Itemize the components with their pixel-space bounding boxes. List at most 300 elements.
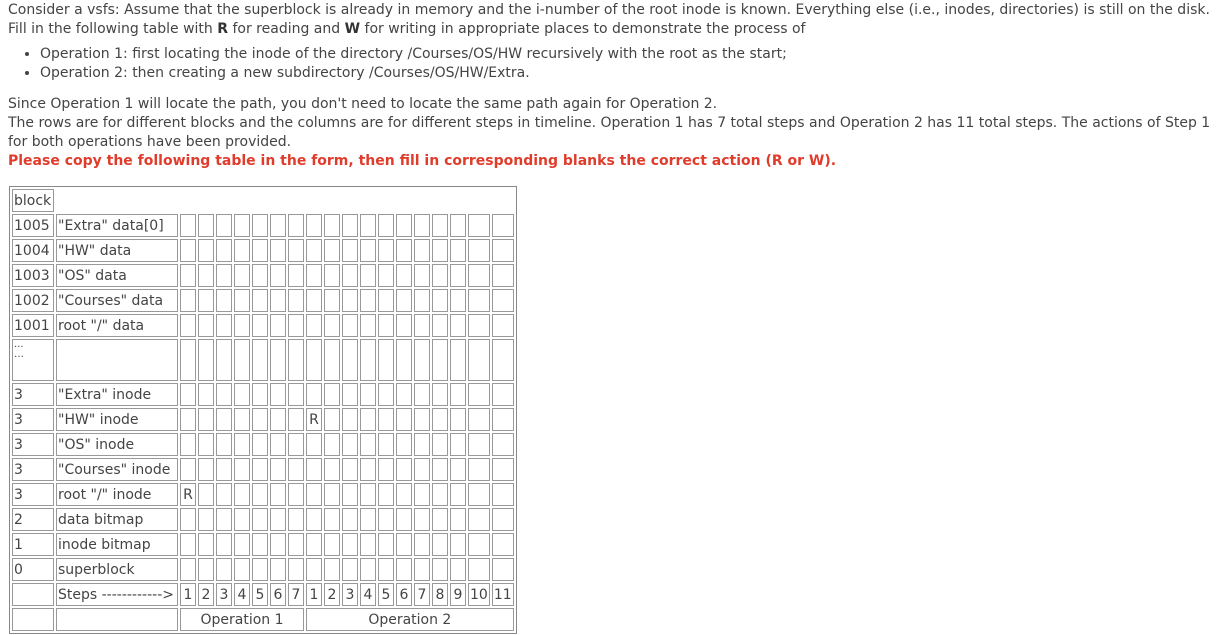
answer-cell[interactable] (288, 289, 304, 312)
answer-cell[interactable] (468, 264, 490, 287)
answer-cell[interactable] (360, 508, 376, 531)
answer-cell[interactable] (288, 339, 304, 381)
step-number-cell: 5 (252, 583, 268, 606)
answer-cell[interactable] (288, 314, 304, 337)
answer-cell[interactable] (270, 239, 286, 262)
answer-cell[interactable] (492, 408, 514, 431)
answer-cell[interactable] (360, 483, 376, 506)
operation-2-label: Operation 2 (306, 608, 514, 631)
block-label-cell: "OS" data (56, 264, 178, 287)
answer-cell[interactable] (468, 458, 490, 481)
answer-cell[interactable] (342, 339, 358, 381)
answer-cell[interactable] (288, 558, 304, 581)
answer-cell[interactable] (306, 483, 322, 506)
answer-cell[interactable] (432, 314, 448, 337)
block-number-cell: 3 (12, 458, 54, 481)
block-number-cell (12, 339, 54, 381)
answer-cell[interactable] (270, 558, 286, 581)
answer-cell[interactable] (468, 289, 490, 312)
answer-cell[interactable] (414, 408, 430, 431)
answer-cell[interactable] (288, 533, 304, 556)
answer-cell[interactable] (450, 508, 466, 531)
answer-cell[interactable] (360, 558, 376, 581)
step-number-cell: 5 (378, 583, 394, 606)
answer-cell[interactable] (324, 289, 340, 312)
answer-cell[interactable] (378, 408, 394, 431)
answer-cell[interactable] (324, 533, 340, 556)
answer-cell[interactable] (378, 433, 394, 456)
answer-cell[interactable] (324, 408, 340, 431)
block-number-cell: 3 (12, 408, 54, 431)
answer-cell[interactable] (252, 558, 268, 581)
answer-cell[interactable] (468, 508, 490, 531)
answer-cell[interactable] (492, 214, 514, 237)
answer-cell[interactable] (378, 239, 394, 262)
answer-cell[interactable] (396, 408, 412, 431)
answer-cell[interactable] (234, 314, 250, 337)
answer-cell[interactable] (306, 433, 322, 456)
answer-cell[interactable] (324, 483, 340, 506)
operation-1-label: Operation 1 (180, 608, 304, 631)
answer-cell[interactable] (360, 239, 376, 262)
answer-cell[interactable] (252, 289, 268, 312)
answer-cell[interactable] (396, 483, 412, 506)
answer-cell[interactable] (396, 458, 412, 481)
answer-cell[interactable] (288, 239, 304, 262)
answer-cell[interactable] (288, 508, 304, 531)
block-label-cell: root "/" inode (56, 483, 178, 506)
answer-cell[interactable] (306, 339, 322, 381)
answer-cell[interactable] (396, 383, 412, 406)
answer-cell[interactable] (234, 533, 250, 556)
operation-empty-cell (12, 608, 54, 631)
answer-cell[interactable] (360, 383, 376, 406)
answer-cell[interactable] (432, 408, 448, 431)
answer-cell[interactable] (450, 483, 466, 506)
answer-cell[interactable] (270, 289, 286, 312)
answer-cell[interactable] (180, 408, 196, 431)
answer-cell[interactable] (198, 383, 214, 406)
answer-cell[interactable] (468, 408, 490, 431)
answer-cell[interactable] (432, 433, 448, 456)
answer-cell[interactable] (342, 483, 358, 506)
answer-cell[interactable] (396, 508, 412, 531)
block-number-cell: 1001 (12, 314, 54, 337)
answer-cell[interactable] (288, 433, 304, 456)
answer-cell[interactable] (180, 558, 196, 581)
answer-cell[interactable] (180, 383, 196, 406)
answer-cell[interactable] (270, 383, 286, 406)
answer-cell[interactable] (252, 239, 268, 262)
table-row (12, 289, 514, 312)
answer-cell[interactable] (252, 339, 268, 381)
table-row (12, 314, 514, 337)
answer-cell[interactable] (450, 433, 466, 456)
block-label-cell: "Courses" data (56, 289, 178, 312)
block-number-cell: 1002 (12, 289, 54, 312)
answer-cell[interactable] (234, 383, 250, 406)
answer-cell[interactable] (396, 264, 412, 287)
answer-cell[interactable] (468, 558, 490, 581)
answer-cell[interactable] (216, 558, 232, 581)
answer-cell[interactable] (360, 458, 376, 481)
answer-cell[interactable] (270, 314, 286, 337)
answer-cell[interactable] (378, 314, 394, 337)
answer-cell[interactable] (324, 383, 340, 406)
answer-cell[interactable] (324, 558, 340, 581)
step-number-cell: 2 (324, 583, 340, 606)
answer-cell[interactable] (252, 214, 268, 237)
step-number-cell: 4 (234, 583, 250, 606)
answer-cell[interactable] (234, 558, 250, 581)
answer-cell[interactable] (288, 264, 304, 287)
answer-cell[interactable] (306, 533, 322, 556)
answer-cell[interactable] (306, 383, 322, 406)
answer-cell[interactable] (342, 533, 358, 556)
block-label-cell: inode bitmap (56, 533, 178, 556)
answer-cell[interactable] (378, 558, 394, 581)
answer-cell[interactable] (468, 314, 490, 337)
answer-cell[interactable] (450, 314, 466, 337)
answer-cell[interactable] (396, 214, 412, 237)
answer-cell[interactable] (432, 558, 448, 581)
answer-cell[interactable] (216, 508, 232, 531)
answer-cell[interactable] (180, 289, 196, 312)
answer-cell[interactable] (252, 408, 268, 431)
answer-cell[interactable] (468, 533, 490, 556)
answer-cell[interactable] (492, 339, 514, 381)
answer-cell[interactable] (432, 533, 448, 556)
answer-cell[interactable] (432, 483, 448, 506)
answer-cell[interactable] (414, 214, 430, 237)
answer-cell[interactable] (324, 314, 340, 337)
answer-cell[interactable] (252, 383, 268, 406)
answer-cell[interactable] (252, 483, 268, 506)
answer-cell[interactable] (306, 214, 322, 237)
answer-cell[interactable] (342, 458, 358, 481)
answer-cell[interactable] (450, 214, 466, 237)
answer-cell[interactable] (198, 289, 214, 312)
answer-cell[interactable] (414, 314, 430, 337)
answer-cell[interactable] (378, 339, 394, 381)
answer-cell[interactable] (198, 264, 214, 287)
block-number-cell: 0 (12, 558, 54, 581)
answer-cell[interactable] (216, 383, 232, 406)
answer-cell[interactable] (342, 239, 358, 262)
answer-cell[interactable] (342, 383, 358, 406)
answer-cell[interactable] (360, 314, 376, 337)
answer-cell[interactable] (252, 458, 268, 481)
answer-cell[interactable] (378, 264, 394, 287)
answer-cell[interactable] (234, 433, 250, 456)
answer-cell[interactable] (180, 214, 196, 237)
answer-cell[interactable] (324, 508, 340, 531)
answer-cell[interactable] (492, 314, 514, 337)
answer-cell[interactable] (252, 314, 268, 337)
answer-cell[interactable] (180, 533, 196, 556)
answer-cell[interactable] (198, 339, 214, 381)
answer-cell[interactable] (378, 383, 394, 406)
steps-empty-cell (12, 583, 54, 606)
answer-cell[interactable] (396, 533, 412, 556)
answer-cell[interactable] (252, 508, 268, 531)
table-row (12, 214, 514, 237)
answer-cell[interactable] (270, 508, 286, 531)
answer-cell[interactable] (492, 264, 514, 287)
answer-cell[interactable] (234, 264, 250, 287)
block-label-cell: "Extra" inode (56, 383, 178, 406)
answer-cell[interactable] (468, 214, 490, 237)
step-number-cell: 3 (216, 583, 232, 606)
answer-cell[interactable] (414, 264, 430, 287)
answer-cell[interactable] (234, 239, 250, 262)
answer-cell[interactable] (414, 383, 430, 406)
answer-cell[interactable] (288, 383, 304, 406)
answer-cell[interactable] (360, 339, 376, 381)
answer-cell[interactable] (378, 289, 394, 312)
answer-cell[interactable] (450, 239, 466, 262)
answer-cell[interactable] (342, 289, 358, 312)
answer-cell[interactable] (270, 264, 286, 287)
answer-cell[interactable] (342, 433, 358, 456)
answer-cell[interactable] (468, 339, 490, 381)
answer-cell[interactable] (378, 508, 394, 531)
answer-cell[interactable] (396, 558, 412, 581)
answer-cell[interactable] (360, 289, 376, 312)
answer-cell[interactable] (468, 433, 490, 456)
answer-cell[interactable] (234, 339, 250, 381)
answer-cell[interactable] (234, 289, 250, 312)
answer-cell[interactable] (432, 383, 448, 406)
answer-cell[interactable]: R (180, 483, 196, 506)
answer-cell[interactable] (450, 264, 466, 287)
answer-cell[interactable] (432, 214, 448, 237)
answer-cell[interactable] (180, 433, 196, 456)
block-number-cell: 3 (12, 433, 54, 456)
answer-cell[interactable] (288, 458, 304, 481)
block-label-cell (56, 339, 178, 381)
answer-cell[interactable] (432, 458, 448, 481)
answer-cell[interactable] (180, 239, 196, 262)
answer-cell[interactable] (198, 314, 214, 337)
block-label-cell: superblock (56, 558, 178, 581)
answer-cell[interactable] (216, 314, 232, 337)
answer-cell[interactable] (306, 264, 322, 287)
answer-cell[interactable] (492, 508, 514, 531)
intro-text-1: Consider a vsfs: Assume that the superblock is already in memory and the i-number of the root inode is known. Everything else (i.e., inodes, directories) is still on the disk. Fill in the following table with (8, 2, 1210, 37)
step-number-cell: 7 (414, 583, 430, 606)
answer-cell[interactable] (492, 383, 514, 406)
block-number-cell: 3 (12, 383, 54, 406)
block-number-value: ... (14, 339, 24, 350)
answer-cell[interactable] (288, 408, 304, 431)
answer-cell[interactable] (198, 508, 214, 531)
answer-cell[interactable] (360, 214, 376, 237)
answer-cell[interactable] (180, 458, 196, 481)
answer-cell[interactable] (198, 483, 214, 506)
answer-cell[interactable] (342, 558, 358, 581)
answer-cell[interactable] (450, 408, 466, 431)
answer-cell[interactable] (306, 289, 322, 312)
answer-cell[interactable] (216, 533, 232, 556)
answer-cell[interactable] (492, 558, 514, 581)
answer-cell[interactable] (492, 458, 514, 481)
intro-bold-w: W (344, 21, 361, 37)
block-number-cell: 1003 (12, 264, 54, 287)
answer-cell[interactable] (360, 408, 376, 431)
answer-cell[interactable] (432, 508, 448, 531)
answer-cell[interactable] (252, 433, 268, 456)
answer-cell[interactable] (216, 483, 232, 506)
answer-cell[interactable] (414, 239, 430, 262)
answer-cell[interactable] (270, 483, 286, 506)
block-label-cell: "HW" data (56, 239, 178, 262)
answer-cell[interactable] (414, 458, 430, 481)
answer-cell[interactable] (288, 214, 304, 237)
answer-cell[interactable] (468, 483, 490, 506)
answer-cell[interactable] (414, 508, 430, 531)
step-number-cell: 10 (468, 583, 490, 606)
answer-cell[interactable] (180, 508, 196, 531)
answer-cell[interactable] (414, 558, 430, 581)
answer-cell[interactable] (216, 214, 232, 237)
answer-cell[interactable] (216, 264, 232, 287)
answer-cell[interactable] (450, 533, 466, 556)
answer-cell[interactable] (324, 214, 340, 237)
step-number-cell: 6 (270, 583, 286, 606)
answer-cell[interactable] (378, 458, 394, 481)
step-number-cell: 8 (432, 583, 448, 606)
answer-cell[interactable] (450, 558, 466, 581)
answer-cell[interactable] (396, 339, 412, 381)
answer-cell[interactable] (234, 458, 250, 481)
answer-cell[interactable] (450, 383, 466, 406)
answer-cell[interactable] (252, 533, 268, 556)
answer-cell[interactable] (414, 433, 430, 456)
answer-cell[interactable] (414, 483, 430, 506)
answer-cell[interactable] (342, 314, 358, 337)
answer-cell[interactable] (216, 289, 232, 312)
answer-cell[interactable] (198, 458, 214, 481)
answer-cell[interactable] (324, 339, 340, 381)
answer-cell[interactable] (342, 408, 358, 431)
instruction-text: Please copy the following table in the form, then fill in corresponding blanks the correct action (R or W). (8, 153, 837, 169)
answer-cell[interactable] (342, 264, 358, 287)
answer-cell[interactable] (270, 339, 286, 381)
answer-cell[interactable] (342, 508, 358, 531)
answer-cell[interactable] (270, 408, 286, 431)
answer-cell[interactable] (414, 289, 430, 312)
answer-cell[interactable] (378, 214, 394, 237)
answer-cell[interactable] (324, 264, 340, 287)
answer-cell[interactable] (324, 458, 340, 481)
answer-cell[interactable] (378, 533, 394, 556)
answer-cell[interactable] (198, 433, 214, 456)
answer-cell[interactable] (180, 264, 196, 287)
answer-cell[interactable] (324, 433, 340, 456)
answer-cell[interactable] (432, 239, 448, 262)
answer-cell[interactable] (306, 239, 322, 262)
answer-cell[interactable] (306, 558, 322, 581)
answer-cell[interactable] (216, 408, 232, 431)
answer-cell[interactable] (234, 214, 250, 237)
block-label-cell: data bitmap (56, 508, 178, 531)
answer-cell[interactable] (216, 458, 232, 481)
answer-cell[interactable] (216, 433, 232, 456)
answer-cell[interactable] (396, 289, 412, 312)
answer-cell[interactable] (396, 433, 412, 456)
table-row (12, 264, 514, 287)
answer-cell[interactable]: R (306, 408, 322, 431)
answer-cell[interactable] (468, 383, 490, 406)
answer-cell[interactable] (492, 533, 514, 556)
answer-cell[interactable] (198, 558, 214, 581)
answer-cell[interactable] (492, 433, 514, 456)
answer-cell[interactable] (198, 214, 214, 237)
block-number-cell: 3 (12, 483, 54, 506)
answer-cell[interactable] (180, 314, 196, 337)
table-row (12, 383, 514, 406)
answer-cell[interactable] (198, 533, 214, 556)
table-row (12, 339, 514, 381)
answer-cell[interactable] (468, 239, 490, 262)
answer-cell[interactable] (234, 483, 250, 506)
answer-cell[interactable] (432, 264, 448, 287)
operation-2-item: • Operation 2: then creating a new subdirectory /Courses/OS/HW/Extra. (40, 64, 1214, 83)
answer-cell[interactable] (492, 239, 514, 262)
block-label-cell: root "/" data (56, 314, 178, 337)
answer-cell[interactable] (378, 483, 394, 506)
answer-cell[interactable] (216, 239, 232, 262)
answer-cell[interactable] (492, 483, 514, 506)
block-label-cell: "Extra" data[0] (56, 214, 178, 237)
answer-cell[interactable] (270, 533, 286, 556)
answer-cell[interactable] (432, 339, 448, 381)
answer-cell[interactable] (234, 508, 250, 531)
answer-cell[interactable] (198, 239, 214, 262)
answer-cell[interactable] (288, 483, 304, 506)
answer-cell[interactable] (360, 264, 376, 287)
answer-cell[interactable] (306, 314, 322, 337)
answer-cell[interactable] (360, 433, 376, 456)
step-number-cell: 2 (198, 583, 214, 606)
answer-cell[interactable] (270, 214, 286, 237)
table-row (12, 533, 514, 556)
table-row (12, 239, 514, 262)
answer-cell[interactable] (252, 264, 268, 287)
answer-cell[interactable] (432, 289, 448, 312)
answer-cell[interactable] (216, 339, 232, 381)
answer-cell[interactable] (342, 214, 358, 237)
answer-cell[interactable] (396, 314, 412, 337)
answer-cell[interactable] (450, 339, 466, 381)
answer-cell[interactable] (492, 289, 514, 312)
answer-cell[interactable] (450, 458, 466, 481)
answer-cell[interactable] (414, 339, 430, 381)
answer-cell[interactable] (396, 239, 412, 262)
answer-cell[interactable] (360, 533, 376, 556)
answer-cell[interactable] (234, 408, 250, 431)
answer-cell[interactable] (450, 289, 466, 312)
answer-cell[interactable] (414, 533, 430, 556)
answer-cell[interactable] (306, 458, 322, 481)
answer-cell[interactable] (180, 339, 196, 381)
answer-cell[interactable] (270, 458, 286, 481)
answer-cell[interactable] (306, 508, 322, 531)
answer-cell[interactable] (198, 408, 214, 431)
answer-cell[interactable] (270, 433, 286, 456)
answer-cell[interactable] (324, 239, 340, 262)
